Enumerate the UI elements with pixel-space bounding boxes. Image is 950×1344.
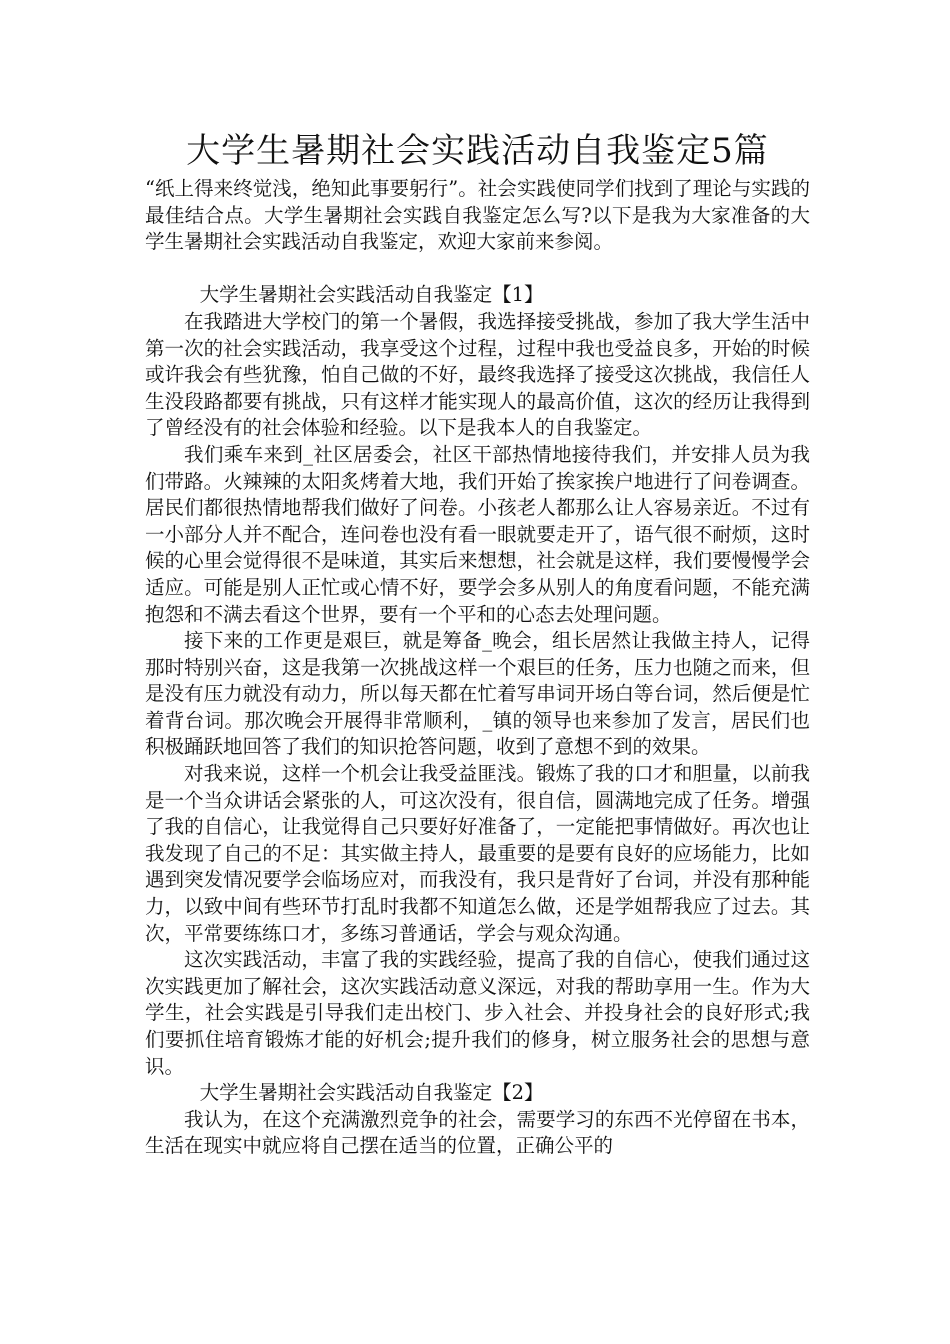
- document-title: 大学生暑期社会实践活动自我鉴定5篇: [186, 131, 769, 171]
- section-heading: 大学生暑期社会实践活动自我鉴定【1】: [199, 283, 544, 307]
- body-paragraph: 对我来说，这样一个机会让我受益匪浅。锻炼了我的口才和胆量，以前我是一个当众讲话会紧张的人，可这次没有，很自信，圆满地完成了任务。增强了我的自信心，让我觉得自己只要好好准备了，一定能把事情做好。再次也让我发现了自己的不足：其实做主持人，最重要的是要有良好的应场能力，比如遇到突发情况要学会临场应对，而我没有，我只是背好了台词，并没有那种能力，以致中间有些环节打乱时我都不知道怎么做，还是学姐帮我应了过去。其次，平常要练练口才，多练习普通话，学会与观众沟通。: [145, 762, 810, 945]
- body-paragraph: 我认为，在这个充满激烈竞争的社会，需要学习的东西不光停留在书本，生活在现实中就应将自己摆在适当的位置，正确公平的: [145, 1107, 810, 1158]
- body-paragraph: 在我踏进大学校门的第一个暑假，我选择接受挑战，参加了我大学生活中第一次的社会实践活动，我享受这个过程，过程中我也受益良多，开始的时候或许我会有些犹豫，怕自己做的不好，最终我选择了接受这次挑战，我信任人生没段路都要有挑战，只有这样才能实现人的最高价值，这次的经历让我得到了曾经没有的社会体验和经验。以下是我本人的自我鉴定。: [145, 309, 810, 440]
- section-heading: 大学生暑期社会实践活动自我鉴定【2】: [199, 1081, 544, 1105]
- document-page: [145, 128, 810, 1160]
- blank-line: [145, 256, 810, 283]
- section-1: [145, 282, 810, 1080]
- body-paragraph: 这次实践活动，丰富了我的实践经验，提高了我的自信心，使我们通过这次实践更加了解社会，这次实践活动意义深远，对我的帮助享用一生。作为大学生，社会实践是引导我们走出校门、步入社会、并投身社会的良好形式;我们要抓住培育锻炼才能的好机会;提升我们的修身，树立服务社会的思想与意识。: [145, 948, 810, 1078]
- section-2: [145, 1080, 810, 1160]
- body-paragraph: 我们乘车来到_社区居委会，社区干部热情地接待我们，并安排人员为我们带路。火辣辣的太阳炙烤着大地，我们开始了挨家挨户地进行了问卷调查。居民们都很热情地帮我们做好了问卷。小孩老人都那么让人容易亲近。不过有一小部分人并不配合，连问卷也没有看一眼就要走开了，语气很不耐烦，这时候的心里会觉得很不是味道，其实后来想想，社会就是这样，我们要慢慢学会适应。可能是别人正忙或心情不好，要学会多从别人的角度看问题，不能充满抱怨和不满去看这个世界，要有一个平和的心态去处理问题。: [145, 442, 810, 626]
- body-paragraph: 接下来的工作更是艰巨，就是筹备_晚会，组长居然让我做主持人，记得那时特别兴奋，这是我第一次挑战这样一个艰巨的任务，压力也随之而来，但是没有压力就没有动力，所以每天都在忙着写串词开场白等台词，然后便是忙着背台词。那次晚会开展得非常顺利，_镇的领导也来参加了发言，居民们也积极踊跃地回答了我们的知识抢答问题，收到了意想不到的效果。: [145, 629, 810, 759]
- intro-paragraph: “纸上得来终觉浅，绝知此事要躬行”。社会实践使同学们找到了理论与实践的最佳结合点。大学生暑期社会实践自我鉴定怎么写?以下是我为大家准备的大学生暑期社会实践活动自我鉴定，欢迎大家前来参阅。: [145, 177, 810, 254]
